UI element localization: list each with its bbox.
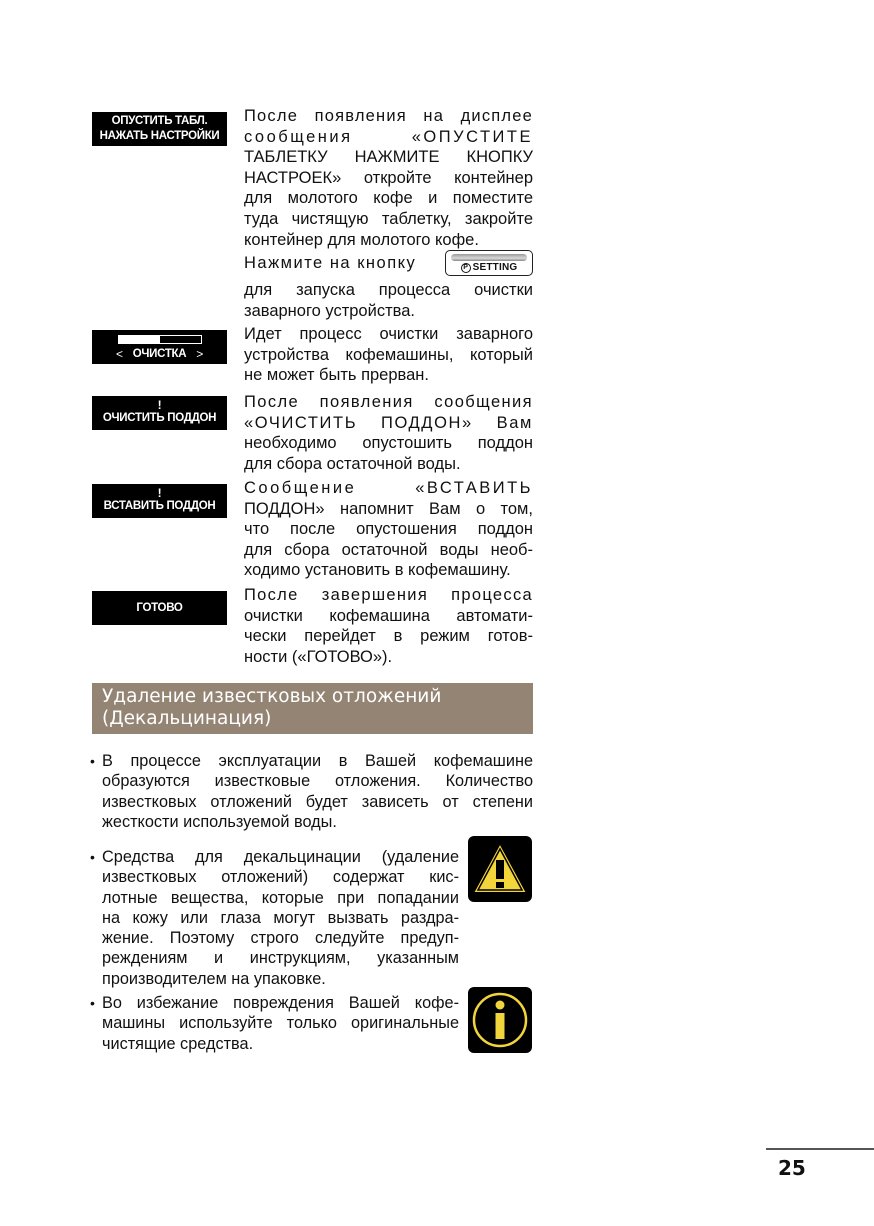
display-label: ГОТОВО [136,601,183,614]
info-circle-icon [468,987,532,1053]
text-line: известковых отложений) содержат кис- [102,868,459,887]
text-line: для запуска процесса очистки [244,281,533,299]
cleaning-progress-bar [118,335,202,344]
text-line: необходимо опустошить поддон [244,434,533,453]
text-line: для молотого кофе и поместите [244,189,533,208]
exclamation-icon: ! [157,398,162,412]
text-line: не может быть прерван. [244,366,429,385]
text-line: После появления на дисплее [244,107,533,125]
text-line: ТАБЛЕТКУ НАЖМИТЕ КНОПКУ [244,148,533,167]
text-line: на кожу или глаза могут вызвать раздра- [102,908,459,927]
setting-text: SETTING [472,262,518,273]
cleaning-progress-fill [119,336,160,343]
section-heading-descaling [92,683,533,734]
display-insert-tablet [92,112,227,146]
paragraph-empty-tray [244,392,533,474]
text-line: Средства для декальцинации (удаление [102,848,459,866]
display-label: ОЧИСТИТЬ ПОДДОН [102,412,217,424]
text-line: После появления сообщения [244,393,533,411]
text-line: производителем на упаковке. [102,969,326,988]
bullet-limescale [90,751,533,832]
info-icon [468,987,532,1053]
paragraph-cleaning [244,324,533,386]
text-line: устройства кофемашины, который [244,345,533,364]
text-line: известковых отложений будет зависеть от степени [102,792,533,811]
page-number: 25 [778,1156,806,1180]
paragraph-ready [244,585,533,667]
display-label: ОЧИСТКА [132,347,187,360]
heading-line: Удаление известковых отложений [102,686,442,707]
text-line: что после опустошения поддон [244,520,533,539]
chevron-left-icon: < [116,346,123,361]
setting-button-label [461,262,518,274]
text-line: для сбора остаточной воды. [244,454,461,473]
text-line: контейнер для молотого кофе. [244,230,479,249]
heading-line: (Декальцинация) [102,708,272,729]
text-line: чистящие средства. [102,1034,254,1053]
text-line: Во избежание повреждения Вашей кофе- [102,994,459,1012]
text-line: НАСТРОЕК» откройте контейнер [244,168,533,187]
setting-button-bar [451,254,527,261]
warning-icon [468,836,532,902]
cleaning-row [116,348,203,360]
display-line: НАЖАТЬ НАСТРОЙКИ [99,130,220,142]
paragraph-insert-tray [244,478,533,581]
bullet-dot: • [90,995,95,1011]
display-ready [92,591,227,625]
setting-button-icon [445,250,533,276]
press-setting-row [244,251,533,275]
display-empty-tray [92,396,227,430]
text-line: жесткости используемой воды. [102,812,337,831]
paragraph-press-setting [244,251,533,321]
text-line: ПОДДОН» напомнит Вам о том, [244,499,533,518]
exclamation-icon: ! [157,486,162,500]
text-line: сообщения «ОПУСТИТЕ [244,127,533,146]
text-line: Идет процесс очистки заварного [244,325,533,343]
display-cleaning [92,330,227,364]
text-line: очистки кофемашина автомати- [244,606,533,625]
footer-rule [766,1148,874,1150]
p-circle-icon: P [461,263,471,273]
text-line: туда чистящую таблетку, закройте [244,209,533,228]
text-line: жение. Поэтому строго следуйте предуп- [102,929,459,948]
bullet-dot: • [90,753,95,769]
text-line: После завершения процесса [244,586,533,604]
display-line: ОПУСТИТЬ ТАБЛ. [111,115,208,127]
text-line: машины используйте только оригинальные [102,1014,459,1033]
text-line: В процессе эксплуатации в Вашей кофемашине [102,752,533,770]
text-line: для сбора остаточной воды необ- [244,540,533,559]
text-line: образуются известковые отложения. Количество [102,772,533,791]
text-line: чески перейдет в режим готов- [244,627,533,646]
text-line: ности («ГОТОВО»). [244,647,393,666]
bullet-dot: • [90,849,95,865]
text-line: Сообщение «ВСТАВИТЬ [244,479,533,497]
warning-triangle-icon [468,836,532,902]
bullet-original-products [90,993,459,1054]
display-label: ВСТАВИТЬ ПОДДОН [103,500,216,512]
text-line: «ОЧИСТИТЬ ПОДДОН» Вам [244,413,533,432]
text-line: лотные вещества, которые при попадании [102,888,459,907]
text-line: Нажмите на кнопку [244,253,417,272]
display-insert-tray [92,484,227,518]
chevron-right-icon: > [196,346,203,361]
text-line: заварного устройства. [244,301,415,320]
paragraph-insert-tablet [244,106,533,250]
text-line: ходимо установить в кофемашину. [244,561,511,580]
bullet-acid-warning [90,847,459,989]
text-line: реждениям и инструкциям, указанным [102,949,459,968]
